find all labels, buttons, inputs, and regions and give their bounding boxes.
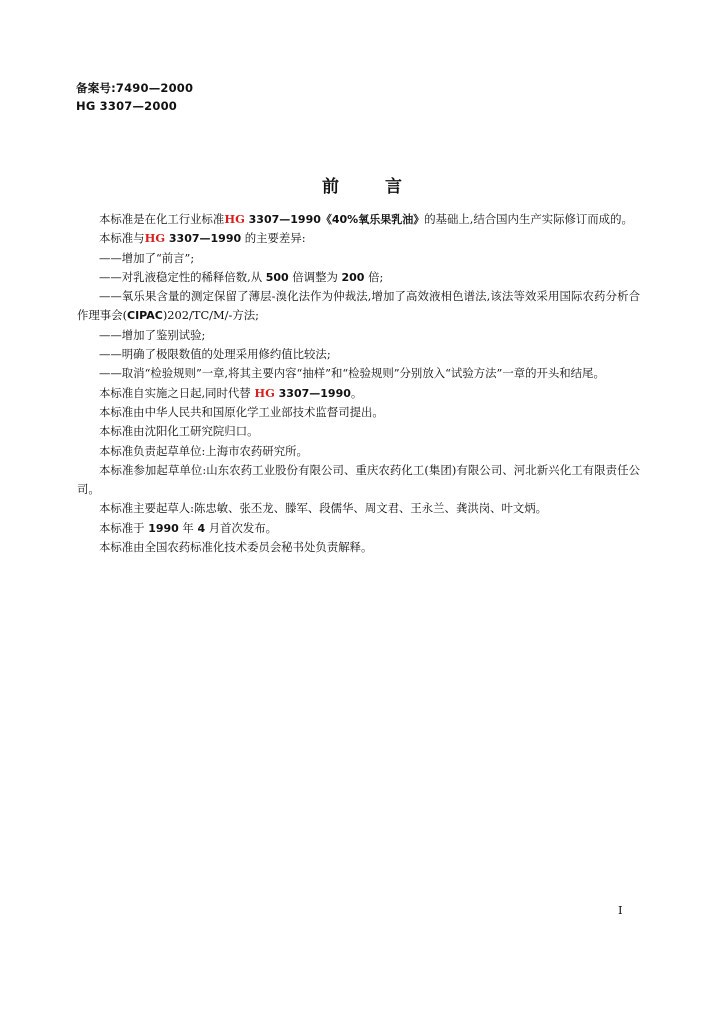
text-run: 本标准是在化工行业标准: [99, 212, 225, 226]
text-run: 本标准由中华人民共和国原化学工业部技术监督司提出。: [99, 404, 384, 419]
text-run: 本标准自实施之日起,同时代替: [99, 385, 255, 400]
foreword-paragraph: [77, 210, 640, 229]
standard-number: HG 3307—2000: [76, 99, 177, 113]
text-run: 500: [265, 270, 289, 284]
text-run: HG: [224, 212, 245, 226]
text-run: HG: [144, 231, 166, 246]
text-run: HG: [254, 385, 275, 400]
text-run: 本标准于: [99, 520, 149, 535]
text-run: 本标准由全国农药标准化技术委员会秘书处负责解释。: [99, 540, 373, 555]
foreword-paragraph: [77, 287, 640, 326]
foreword-paragraph: [77, 403, 640, 422]
text-run: CIPAC: [127, 309, 163, 323]
text-run: 本标准负责起草单位:上海市农药研究所。: [99, 443, 308, 458]
text-run: 本标准参加起草单位:山东农药工业股份有限公司、重庆农药化工(集团)有限公司、河北新兴化工有限责任公司。: [77, 462, 640, 497]
page-number: I: [618, 903, 623, 917]
text-run: ——增加了“前言”;: [99, 250, 195, 265]
page-title: 前言: [322, 177, 448, 197]
foreword-paragraph: [77, 364, 640, 383]
foreword-paragraph: [77, 229, 640, 248]
text-run: 200: [341, 270, 365, 284]
foreword-paragraph: [77, 326, 640, 345]
text-run: 3307—1990: [165, 232, 242, 246]
text-run: ——明确了极限数值的处理采用修约值比较法;: [99, 347, 331, 362]
text-run: 3307—1990《40%氧乐果乳油》: [244, 213, 425, 226]
text-run: ——取消“检验规则”一章,将其主要内容“抽样”和“检验规则”分别放入“试验方法”一章的开头和结尾。: [99, 366, 605, 381]
foreword-body: [77, 210, 640, 557]
foreword-paragraph: [77, 499, 640, 518]
text-run: ——增加了鉴别试验;: [99, 327, 206, 342]
foreword-paragraph: [77, 345, 640, 364]
text-run: )202/TC/M/-方法;: [162, 308, 259, 323]
text-run: 。: [350, 385, 363, 400]
foreword-paragraph: [77, 538, 640, 557]
text-run: 倍;: [364, 269, 384, 284]
text-run: 年: [178, 520, 198, 535]
foreword-paragraph: [77, 442, 640, 461]
text-run: 1990: [148, 521, 179, 535]
text-run: 倍调整为: [288, 269, 342, 284]
foreword-paragraph: [77, 461, 640, 500]
text-run: 月首次发布。: [205, 520, 278, 535]
filing-number: 备案号:7490—2000: [76, 81, 194, 95]
text-run: 的主要差异:: [241, 231, 306, 246]
foreword-paragraph: [77, 422, 640, 441]
text-run: 本标准与: [99, 231, 145, 246]
text-run: ——对乳液稳定性的稀释倍数,从: [99, 269, 266, 284]
foreword-paragraph: [77, 249, 640, 268]
text-run: ——氧乐果含量的测定保留了薄层-溴化法作为仲裁法,增加了高效液相色谱法,该法等效采用国际农药分析合作理事会(: [77, 289, 640, 323]
text-run: 本标准主要起草人:陈忠敏、张丕龙、滕军、段儒华、周文君、王永兰、龚洪岗、叶文炳。: [99, 501, 548, 516]
foreword-paragraph: [77, 268, 640, 287]
text-run: 4: [197, 521, 206, 535]
text-run: 的基础上,结合国内生产实际修订而成的。: [424, 212, 633, 226]
text-run: 本标准由沈阳化工研究院归口。: [99, 424, 259, 439]
text-run: 3307—1990: [274, 386, 351, 400]
foreword-paragraph: [77, 384, 640, 403]
foreword-paragraph: [77, 519, 640, 538]
